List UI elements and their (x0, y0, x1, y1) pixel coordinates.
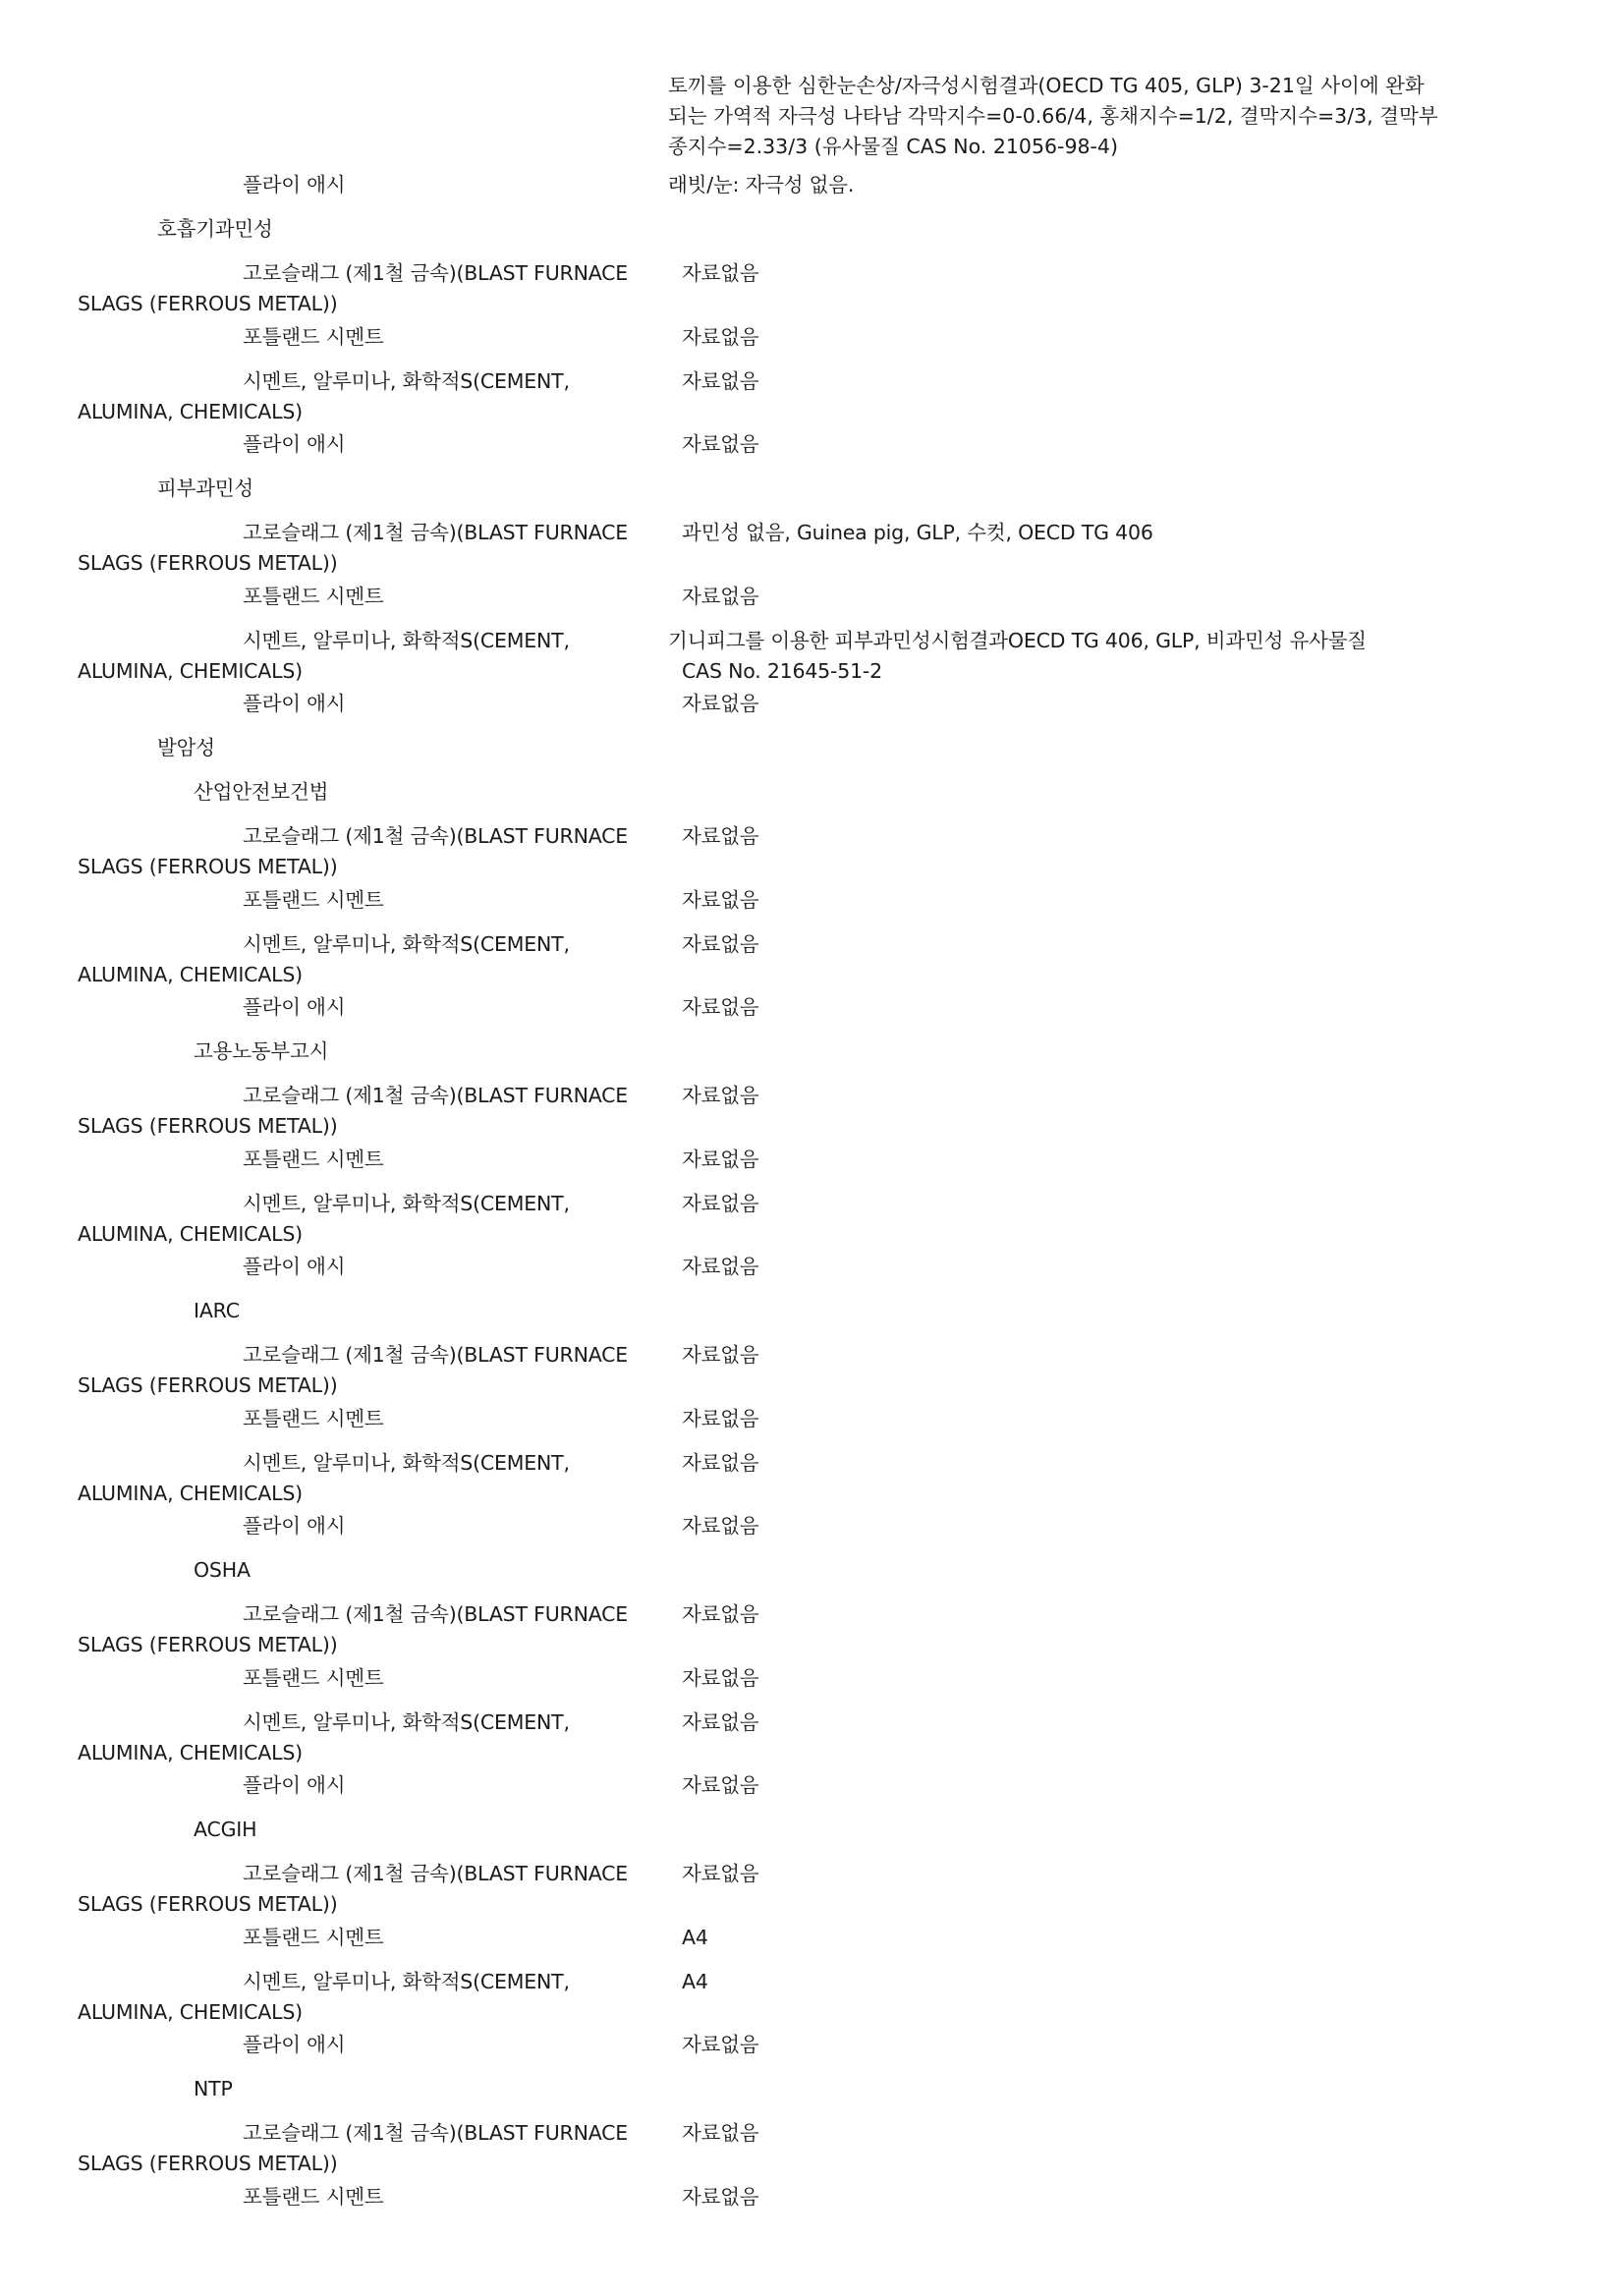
value-text: 자료없음 (682, 1773, 759, 1797)
value-text: 자료없음 (682, 2033, 759, 2056)
subsection-heading: 고용노동부고시 (194, 1039, 329, 1063)
continuation-text (668, 71, 1474, 162)
value-text: 자료없음 (682, 2185, 759, 2209)
value-text: 기니피그를 이용한 피부과민성시험결과OECD TG 406, GLP, 비과민성 유사물질 (668, 629, 1367, 652)
substance-label: ALUMINA, CHEMICALS) (78, 400, 303, 423)
value-text: 자료없음 (682, 432, 759, 456)
value-text: 래빗/눈: 자극성 없음. (668, 173, 855, 196)
substance-label: 시멘트, 알루미나, 화학적S(CEMENT, (243, 1192, 570, 1215)
substance-label: 고로슬래그 (제1철 금속)(BLAST FURNACE (243, 261, 629, 285)
value-text: 자료없음 (682, 1862, 759, 1885)
substance-label: 고로슬래그 (제1철 금속)(BLAST FURNACE (243, 2121, 629, 2145)
substance-label: ALUMINA, CHEMICALS) (78, 1482, 303, 1505)
substance-label: 포틀랜드 시멘트 (243, 1926, 384, 1949)
substance-label: 플라이 애시 (243, 1514, 346, 1538)
value-text: 자료없음 (682, 1666, 759, 1690)
substance-label: SLAGS (FERROUS METAL)) (78, 1373, 338, 1397)
value-text: 자료없음 (682, 995, 759, 1019)
substance-label: ALUMINA, CHEMICALS) (78, 1222, 303, 1246)
section-heading: 호흡기과민성 (157, 217, 273, 241)
subsection-heading: ACGIH (194, 1818, 257, 1841)
value-text: 자료없음 (682, 2121, 759, 2145)
substance-label: SLAGS (FERROUS METAL)) (78, 1892, 338, 1916)
substance-label: 포틀랜드 시멘트 (243, 888, 384, 912)
substance-label: 플라이 애시 (243, 1255, 346, 1278)
substance-label: 고로슬래그 (제1철 금속)(BLAST FURNACE (243, 1602, 629, 1626)
subsection-heading: IARC (194, 1299, 240, 1322)
substance-label: 포틀랜드 시멘트 (243, 2185, 384, 2209)
section-heading: 피부과민성 (157, 476, 254, 500)
substance-label: SLAGS (FERROUS METAL)) (78, 1633, 338, 1656)
substance-label: 포틀랜드 시멘트 (243, 585, 384, 608)
substance-label: ALUMINA, CHEMICALS) (78, 1741, 303, 1764)
value-text: 자료없음 (682, 261, 759, 285)
value-text: 자료없음 (682, 1255, 759, 1278)
substance-label: 포틀랜드 시멘트 (243, 1148, 384, 1171)
subsection-heading: OSHA (194, 1558, 251, 1582)
substance-label: 플라이 애시 (243, 173, 346, 196)
substance-label: 고로슬래그 (제1철 금속)(BLAST FURNACE (243, 824, 629, 848)
value-text: 자료없음 (682, 369, 759, 393)
substance-label: 플라이 애시 (243, 432, 346, 456)
value-text: 자료없음 (682, 1514, 759, 1538)
substance-label: 포틀랜드 시멘트 (243, 325, 384, 349)
value-text: A4 (682, 1970, 708, 1993)
value-text: 자료없음 (682, 1451, 759, 1475)
substance-label: SLAGS (FERROUS METAL)) (78, 551, 338, 575)
substance-label: 포틀랜드 시멘트 (243, 1666, 384, 1690)
substance-label: 시멘트, 알루미나, 화학적S(CEMENT, (243, 369, 570, 393)
substance-label: 시멘트, 알루미나, 화학적S(CEMENT, (243, 932, 570, 956)
substance-label: 고로슬래그 (제1철 금속)(BLAST FURNACE (243, 1862, 629, 1885)
substance-label: 시멘트, 알루미나, 화학적S(CEMENT, (243, 629, 570, 652)
substance-label: 플라이 애시 (243, 692, 346, 715)
substance-label: 플라이 애시 (243, 995, 346, 1019)
value-text: 자료없음 (682, 585, 759, 608)
substance-label: 플라이 애시 (243, 1773, 346, 1797)
substance-label: ALUMINA, CHEMICALS) (78, 659, 303, 683)
subsection-heading: NTP (194, 2077, 233, 2100)
value-text: 자료없음 (682, 888, 759, 912)
value-text: 자료없음 (682, 1084, 759, 1107)
substance-label: 고로슬래그 (제1철 금속)(BLAST FURNACE (243, 521, 629, 544)
substance-label: 시멘트, 알루미나, 화학적S(CEMENT, (243, 1451, 570, 1475)
value-text: 자료없음 (682, 824, 759, 848)
substance-label: SLAGS (FERROUS METAL)) (78, 1114, 338, 1138)
value-text: A4 (682, 1926, 708, 1949)
value-text: 자료없음 (682, 325, 759, 349)
substance-label: SLAGS (FERROUS METAL)) (78, 855, 338, 878)
substance-label: 시멘트, 알루미나, 화학적S(CEMENT, (243, 1970, 570, 1993)
value-text: 자료없음 (682, 692, 759, 715)
substance-label: 시멘트, 알루미나, 화학적S(CEMENT, (243, 1710, 570, 1734)
text-line: 되는 가역적 자극성 나타남 각막지수=0-0.66/4, 홍채지수=1/2, 결막지수=3/3, 결막부 (668, 104, 1438, 128)
substance-label: 플라이 애시 (243, 2033, 346, 2056)
value-text: 자료없음 (682, 1407, 759, 1430)
substance-label: SLAGS (FERROUS METAL)) (78, 2152, 338, 2175)
substance-label: ALUMINA, CHEMICALS) (78, 2000, 303, 2024)
value-text: 자료없음 (682, 1710, 759, 1734)
substance-label: SLAGS (FERROUS METAL)) (78, 292, 338, 315)
value-text: 자료없음 (682, 932, 759, 956)
substance-label: ALUMINA, CHEMICALS) (78, 963, 303, 986)
value-text: 자료없음 (682, 1192, 759, 1215)
text-line: 토끼를 이용한 심한눈손상/자극성시험결과(OECD TG 405, GLP) 3-21일 사이에 완화 (668, 74, 1425, 97)
substance-label: 포틀랜드 시멘트 (243, 1407, 384, 1430)
section-heading: 발암성 (157, 736, 215, 759)
value-text: 자료없음 (682, 1602, 759, 1626)
value-text: CAS No. 21645-51-2 (682, 659, 882, 683)
substance-label: 고로슬래그 (제1철 금속)(BLAST FURNACE (243, 1084, 629, 1107)
value-text: 과민성 없음, Guinea pig, GLP, 수컷, OECD TG 406 (682, 521, 1153, 544)
value-text: 자료없음 (682, 1343, 759, 1367)
subsection-heading: 산업안전보건법 (194, 780, 329, 804)
value-text: 자료없음 (682, 1148, 759, 1171)
text-line: 종지수=2.33/3 (유사물질 CAS No. 21056-98-4) (668, 135, 1118, 158)
substance-label: 고로슬래그 (제1철 금속)(BLAST FURNACE (243, 1343, 629, 1367)
